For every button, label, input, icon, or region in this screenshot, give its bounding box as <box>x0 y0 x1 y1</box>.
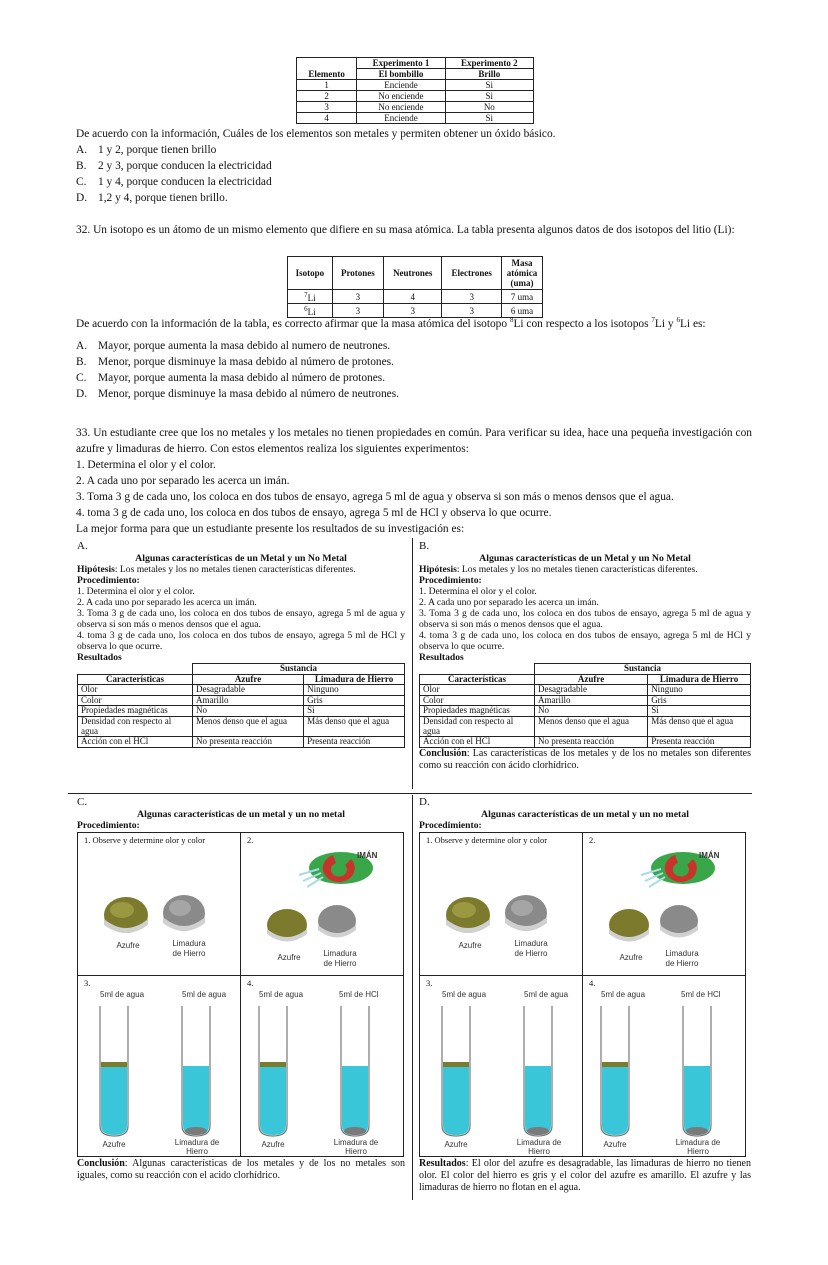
option-a-panel[interactable]: A. Algunas características de un Metal y un No Metal Hipótesis: Los metales y los no metales tienen características diferentes. Procedimiento: 1. Determina el olor y el color. 2. A cada uno por separado les acerca un imán. 3. Toma 3 g de cada uno, los coloca en dos tubos de ensayo, agrega 5 ml de agua y observa si son más o menos densos que el agua. 4. toma 3 g de cada uno, los coloca en dos tubos de ensayo, agrega 5 ml de HCl y observa lo que ocurre. Resultados Sustancia Características Azufre Limadura de Hierro Olor Desagradable Ninguno Color Amarillo Gris Propiedades magnéticas No Si Densidad con respecto al agua Menos denso que el agua Más denso que el agua Acción con el HCl No presenta reacción Presenta reacción <box>77 540 405 747</box>
question-text: La mejor forma para que un estudiante presente los resultados de su investigación es: <box>76 523 465 535</box>
table-header: Masa atómica (uma) <box>502 257 543 290</box>
question-31 <box>76 126 756 206</box>
table-row: 4 Enciende Si <box>297 113 534 124</box>
table-row: 1 Enciende Si <box>297 80 534 91</box>
panel-title: Algunas características de un Metal y un No Metal <box>479 553 691 564</box>
table-row: Propiedades magnéticas No Si <box>420 706 751 717</box>
test-tube-icon <box>442 1006 470 1136</box>
table-header: Electrones <box>442 257 502 290</box>
table-row: 2 No enciende Si <box>297 91 534 102</box>
table-header: Isotopo <box>288 257 333 290</box>
test-tube-icon <box>341 1006 369 1136</box>
option-c[interactable]: C. 1 y 4, porque conducen la electricidad <box>76 176 272 188</box>
option-d-panel[interactable]: D. Algunas características de un metal y un no metal Procedimiento: <box>419 796 751 831</box>
table-row: Olor Desagradable Ninguno <box>420 685 751 696</box>
option-a[interactable]: A. Mayor, porque aumenta la masa debido al numero de neutrones. <box>76 339 391 352</box>
panel-title: Algunas características de un metal y un no metal <box>137 809 345 820</box>
table-row: 3 No enciende No <box>297 102 534 113</box>
question-32-intro: 32. Un isotopo es un átomo de un mismo elemento que difiere en su masa atómica. La tabla presenta algunos datos de dos isotopos del litio (Li): <box>76 224 735 236</box>
table-header: El bombillo <box>357 69 445 80</box>
table-row: $^7$Li 3 4 3 7 uma <box>288 290 543 304</box>
table-row: Acción con el HCl No presenta reacción Presenta reacción <box>78 737 405 748</box>
option-b-panel[interactable]: B. Algunas características de un Metal y un No Metal Hipótesis: Los metales y los no metales tienen características diferentes. Procedimiento: 1. Determina el olor y el color. 2. A cada uno por separado les acerca un imán. 3. Toma 3 g de cada uno, los coloca en dos tubos de ensayo, agrega 5 ml de agua y observa si son más o menos densos que el agua. 4. toma 3 g de cada uno, los coloca en dos tubos de ensayo, agrega 5 ml de HCl y observa lo que ocurre. Resultados Sustancia Características Azufre Limadura de Hierro Olor Desagradable Ninguno Color Amarillo Gris Propiedades magnéticas No Si Densidad con respecto al agua Menos denso que el agua Más denso que el agua Acción con el HCl No presenta reacción Presenta reacción Conclusión: Las características de los metales y de los no metales son diferentes como su reacción con ácido clorhídrico. <box>419 540 751 771</box>
option-c[interactable]: C. Mayor, porque aumenta la masa debido al número de protones. <box>76 371 386 384</box>
option-d[interactable]: D. Menor, porque disminuye la masa debido al número de neutrones. <box>76 387 400 400</box>
conclusion-c: Conclusión: Algunas características de los metales y de los no metales son iguales, como su reacción con el acido clorhídrico. <box>77 1158 405 1181</box>
table-header: Experimento 1 <box>357 58 445 69</box>
question-text: De acuerdo con la información de la tabla, es correcto afirmar que la masa atómica del isotopo $^8$Li con respecto a los isotopos $^7$Li y $^6$Li es: <box>76 316 706 330</box>
option-b[interactable]: B. Menor, porque disminuye la masa debido al número de protones. <box>76 355 394 368</box>
results-d: Resultados: El olor del azufre es desagradable, las limaduras de hierro no tienen olor. El color del hierro es gris y el color del azufre es amarillo. El azufre y las limaduras de hierro no flotan en el agua. <box>419 1158 751 1193</box>
table-row: $^6$Li 3 3 3 6 uma <box>288 304 543 318</box>
step-4-cell: 4. 5ml de agua 5ml de HCl Azufre Limadura de Hierro <box>240 975 404 1157</box>
iron-pile-icon <box>660 905 698 938</box>
test-tube-icon <box>524 1006 552 1136</box>
results-table: Sustancia Características Azufre Limadura de Hierro Olor Desagradable Ninguno Color Amarillo Gris Propiedades magnéticas No Si Densidad con respecto al agua Menos denso que el agua Más denso que el agua Acción con el HCl No presenta reacción Presenta reacción <box>419 663 751 748</box>
step-1-cell: 1. Observe y determine olor y color Azufre Limadura de Hierro <box>77 832 241 976</box>
step-4-cell: 4. 5ml de agua 5ml de HCl Azufre Limadura de Hierro <box>582 975 746 1157</box>
step-3-cell: 3. 5ml de agua 5ml de agua Azufre Limadura de Hierro <box>419 975 583 1157</box>
table-row: Acción con el HCl No presenta reacción Presenta reacción <box>420 737 751 748</box>
table-header: Brillo <box>445 69 533 80</box>
experiment-table <box>296 57 534 124</box>
table-header: Experimento 2 <box>445 58 533 69</box>
step-3-cell: 3. 5ml de agua 5ml de agua Azufre Limadura de Hierro <box>77 975 241 1157</box>
table-header <box>297 58 357 69</box>
sulfur-pile-icon <box>609 909 649 942</box>
test-tube-icon <box>259 1006 287 1136</box>
isotope-table <box>287 256 543 318</box>
iron-pile-icon <box>163 895 205 931</box>
table-row: Olor Desagradable Ninguno <box>78 685 405 696</box>
results-table: Sustancia Características Azufre Limadura de Hierro Olor Desagradable Ninguno Color Amarillo Gris Propiedades magnéticas No Si Densidad con respecto al agua Menos denso que el agua Más denso que el agua Acción con el HCl No presenta reacción Presenta reacción <box>77 663 405 748</box>
step-1-cell: 1. Observe y determine olor y color Azufre Limadura de Hierro <box>419 832 583 976</box>
option-a[interactable]: A. 1 y 2, porque tienen brillo <box>76 144 217 156</box>
procedure-figure-c <box>77 832 404 1157</box>
iron-pile-icon <box>318 905 356 938</box>
sulfur-pile-icon <box>267 909 307 942</box>
iron-pile-icon <box>505 895 547 931</box>
conclusion: Conclusión: Las características de los metales y de los no metales son diferentes como su reacción con ácido clorhídrico. <box>419 747 751 771</box>
table-header: Protones <box>332 257 383 290</box>
step-2-cell: 2. IMÁN Azufre Limadura de Hierro <box>582 832 746 976</box>
question-32 <box>76 312 756 402</box>
sulfur-pile-icon <box>104 897 148 933</box>
panel-title: Algunas características de un Metal y un No Metal <box>135 553 347 564</box>
step-2-cell: 2. IMÁN Azufre Limadura de Hierro <box>240 832 404 976</box>
option-c-panel[interactable]: C. Algunas características de un metal y un no metal Procedimiento: <box>77 796 405 831</box>
procedure-figure-d <box>419 832 749 1157</box>
option-d[interactable]: D. 1,2 y 4, porque tienen brillo. <box>76 192 228 204</box>
table-row: Densidad con respecto al agua Menos denso que el agua Más denso que el agua <box>78 716 405 736</box>
test-tube-icon <box>182 1006 210 1136</box>
table-row: Propiedades magnéticas No Si <box>78 706 405 717</box>
table-header: Neutrones <box>384 257 442 290</box>
test-tube-icon <box>601 1006 629 1136</box>
sulfur-pile-icon <box>446 897 490 933</box>
question-33: 33. Un estudiante cree que los no metales y los metales no tienen propiedades en común. Para verificar su idea, hace una pequeña investigación con azufre y limaduras de hierro. Con estos elementos realiza los siguientes experimentos: 1. Determina el olor y el color. 2. A cada uno por separado les acerca un imán. 3. Toma 3 g de cada uno, los coloca en dos tubos de ensayo, agrega 5 ml de agua y observa si son más o menos densos que el agua. 4. toma 3 g de cada uno, los coloca en dos tubos de ensayo, agrega 5 ml de HCl y observa lo que ocurre. La mejor forma para que un estudiante presente los resultados de su investigación es: <box>76 427 752 535</box>
test-tube-icon <box>100 1006 128 1136</box>
question-text: De acuerdo con la información, Cuáles de los elementos son metales y permiten obtener un óxido básico. <box>76 128 556 140</box>
table-row: Color Amarillo Gris <box>78 695 405 706</box>
table-header: Elemento <box>297 69 357 80</box>
table-row: Densidad con respecto al agua Menos denso que el agua Más denso que el agua <box>420 716 751 736</box>
panel-title: Algunas características de un metal y un no metal <box>481 809 689 820</box>
test-tube-icon <box>683 1006 711 1136</box>
table-row: Color Amarillo Gris <box>420 695 751 706</box>
option-b[interactable]: B. 2 y 3, porque conducen la electricidad <box>76 160 272 172</box>
